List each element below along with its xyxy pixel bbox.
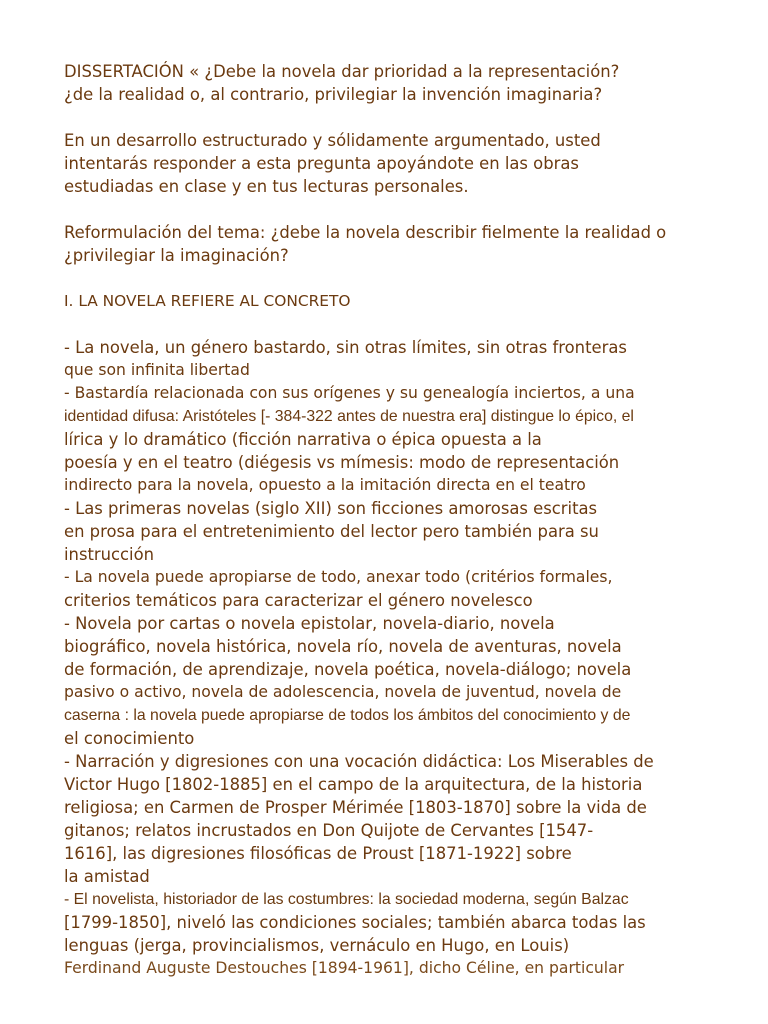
body-line: en prosa para el entretenimiento del lector pero también para su xyxy=(64,522,599,541)
document-page xyxy=(64,60,744,980)
body-line: 1616], las digresiones filosóficas de Proust [1871-1922] sobre xyxy=(64,844,572,863)
body-line: - Narración y digresiones con una vocación didáctica: Los Miserables de xyxy=(64,752,654,771)
body-line: gitanos; relatos incrustados en Don Quijote de Cervantes [1547- xyxy=(64,821,594,840)
body-line: - Las primeras novelas (siglo XII) son ficciones amorosas escritas xyxy=(64,499,598,518)
body-line: poesía y en el teatro (diégesis vs mímesis: modo de representación xyxy=(64,453,620,472)
title-line: ¿de la realidad o, al contrario, privilegiar la invención imaginaria? xyxy=(64,85,603,104)
body-text xyxy=(64,336,744,980)
body-line: Ferdinand Auguste Destouches [1894-1961], dicho Céline, en particular xyxy=(64,959,625,977)
intro-line: En un desarrollo estructurado y sólidamente argumentado, usted xyxy=(64,131,601,150)
body-line: la amistad xyxy=(64,867,150,886)
intro-line: intentarás responder a esta pregunta apoyándote en las obras xyxy=(64,154,579,173)
intro-line: estudiadas en clase y en tus lecturas personales. xyxy=(64,177,469,196)
reformulation-line: ¿privilegiar la imaginación? xyxy=(64,246,289,265)
body-line: pasivo o activo, novela de adolescencia, novela de juventud, novela de xyxy=(64,683,622,701)
paragraph-gap xyxy=(64,106,744,129)
section-heading: I. LA NOVELA REFIERE AL CONCRETO xyxy=(64,292,351,310)
paragraph-gap xyxy=(64,267,744,290)
reformulation-paragraph xyxy=(64,221,744,267)
reformulation-line: Reformulación del tema: ¿debe la novela describir fielmente la realidad o xyxy=(64,223,667,242)
paragraph-gap xyxy=(64,198,744,221)
body-line: criterios temáticos para caracterizar el género novelesco xyxy=(64,591,533,610)
body-line: - La novela, un género bastardo, sin otras límites, sin otras fronteras xyxy=(64,338,627,357)
body-line: - El novelista, historiador de las costumbres: la sociedad moderna, según Balzac xyxy=(64,891,629,908)
dissertation-title xyxy=(64,60,744,106)
body-line: caserna : la novela puede apropiarse de todos los ámbitos del conocimiento y de xyxy=(64,707,631,724)
body-line: religiosa; en Carmen de Prosper Mérimée [1803-1870] sobre la vida de xyxy=(64,798,647,817)
body-line: indirecto para la novela, opuesto a la imitación directa en el teatro xyxy=(64,476,586,494)
body-line: el conocimiento xyxy=(64,729,195,748)
body-line: lírica y lo dramático (ficción narrativa o épica opuesta a la xyxy=(64,430,542,449)
body-line: instrucción xyxy=(64,545,155,564)
paragraph-gap xyxy=(64,313,744,336)
intro-paragraph xyxy=(64,129,744,198)
body-line: [1799-1850], niveló las condiciones sociales; también abarca todas las xyxy=(64,913,646,932)
body-line: biográfico, novela histórica, novela río, novela de aventuras, novela xyxy=(64,637,622,656)
title-line: DISSERTACIÓN « ¿Debe la novela dar prioridad a la representación? xyxy=(64,62,620,81)
body-line: Victor Hugo [1802-1885] en el campo de la arquitectura, de la historia xyxy=(64,775,643,794)
body-line: lenguas (jerga, provincialismos, vernáculo en Hugo, en Louis) xyxy=(64,936,570,955)
body-line: - Novela por cartas o novela epistolar, novela-diario, novela xyxy=(64,614,555,633)
body-line: identidad difusa: Aristóteles [- 384-322 antes de nuestra era] distingue lo épico, el xyxy=(64,408,634,425)
body-line: - Bastardía relacionada con sus orígenes y su genealogía inciertos, a una xyxy=(64,384,635,402)
body-line: que son infinita libertad xyxy=(64,361,250,379)
body-line: de formación, de aprendizaje, novela poética, novela-diálogo; novela xyxy=(64,660,632,679)
body-line: - La novela puede apropiarse de todo, anexar todo (critérios formales, xyxy=(64,568,613,586)
